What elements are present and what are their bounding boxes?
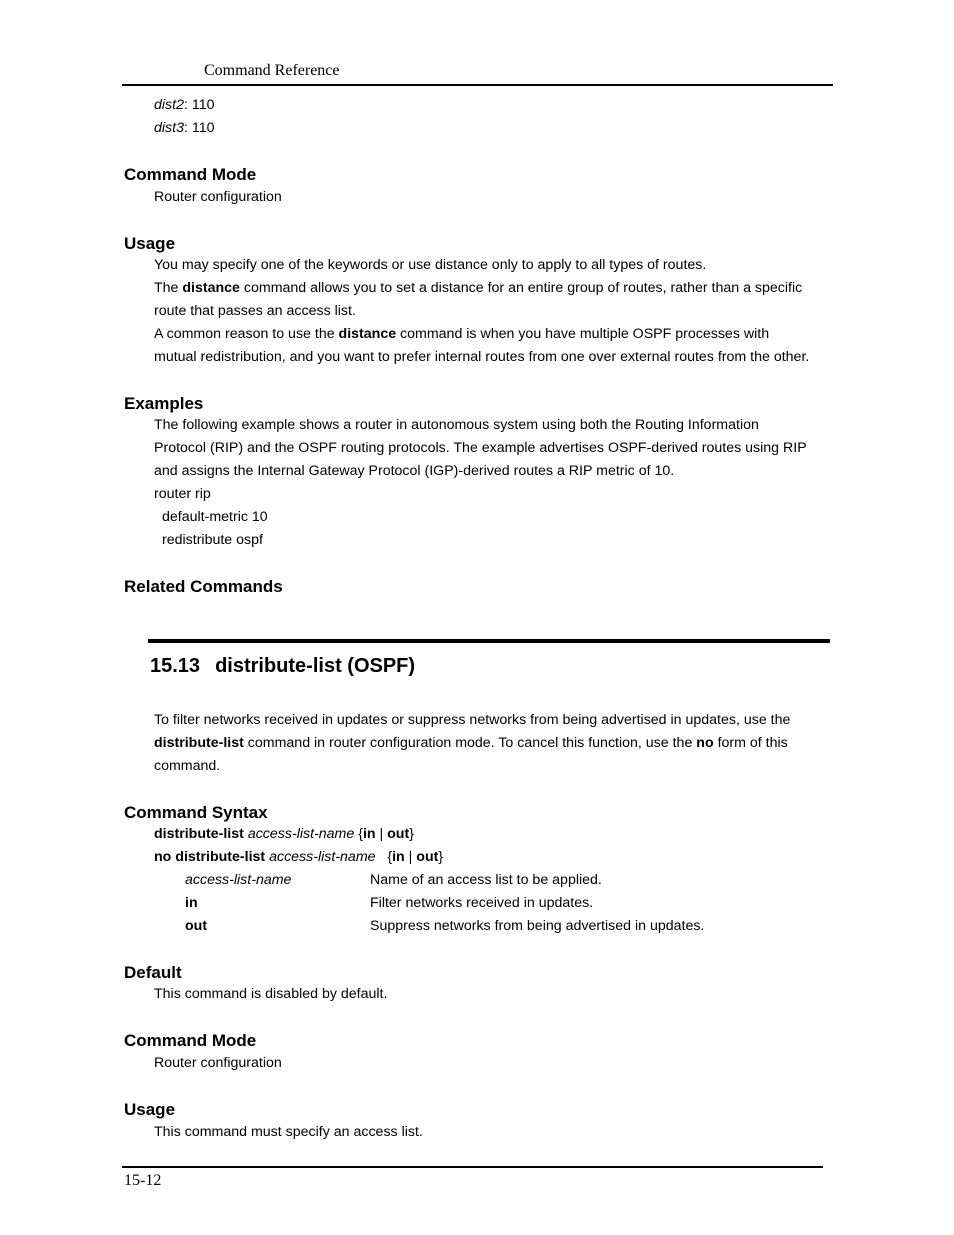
dist2-value: : 110	[183, 97, 215, 113]
usage-line: route that passes an access list.	[154, 303, 356, 319]
param-name: access-list-name	[185, 872, 292, 888]
dist2-line	[154, 94, 214, 117]
section-rule	[148, 639, 830, 643]
dist2-name: dist2	[154, 97, 184, 113]
param-name: out	[185, 918, 208, 934]
intro-line: command.	[154, 758, 221, 774]
section-title	[150, 655, 415, 678]
section-name: distribute-list (OSPF)	[215, 655, 416, 677]
footer-rule	[122, 1166, 823, 1168]
syntax-line: distribute-list access-list-name {in | out}	[154, 826, 414, 842]
command-mode-text: Router configuration	[154, 189, 282, 205]
related-commands-heading: Related Commands	[124, 577, 283, 596]
examples-line: and assigns the Internal Gateway Protocol (IGP)-derived routes a RIP metric of 10.	[154, 463, 675, 479]
usage-heading: Usage	[124, 1100, 176, 1119]
default-text: This command is disabled by default.	[154, 986, 388, 1002]
param-desc: Name of an access list to be applied.	[370, 872, 602, 888]
command-mode-text: Router configuration	[154, 1055, 282, 1071]
running-header: Command Reference	[204, 62, 340, 79]
usage-line: The distance command allows you to set a distance for an entire group of routes, rather than a specific	[154, 280, 803, 296]
command-syntax-heading: Command Syntax	[124, 803, 268, 822]
intro-line: To filter networks received in updates or suppress networks from being advertised in updates, use the	[154, 712, 791, 728]
examples-line: Protocol (RIP) and the OSPF routing protocols. The example advertises OSPF-derived routes using RIP	[154, 440, 807, 456]
param-desc: Suppress networks from being advertised in updates.	[370, 918, 705, 934]
example-code-line: default-metric 10	[162, 509, 268, 525]
usage-line: mutual redistribution, and you want to prefer internal routes from one over external routes from the other.	[154, 349, 810, 365]
command-mode-heading: Command Mode	[124, 1031, 257, 1050]
command-mode-heading: Command Mode	[124, 165, 257, 184]
dist3-name: dist3	[154, 120, 184, 136]
param-name: in	[185, 895, 198, 911]
section-number: 15.13	[150, 655, 201, 677]
example-code-line: redistribute ospf	[162, 532, 263, 548]
dist3-line	[154, 117, 214, 140]
intro-line: distribute-list command in router configuration mode. To cancel this function, use the no form of this	[154, 735, 788, 751]
page-number: 15-12	[124, 1172, 162, 1189]
header-rule	[122, 84, 833, 86]
dist3-value: : 110	[183, 120, 215, 136]
default-heading: Default	[124, 963, 182, 982]
syntax-no-line: no distribute-list access-list-name {in | out}	[154, 849, 444, 865]
example-code-line: router rip	[154, 486, 211, 502]
usage-line: You may specify one of the keywords or use distance only to apply to all types of routes.	[154, 257, 707, 273]
usage-line: A common reason to use the distance command is when you have multiple OSPF processes with	[154, 326, 770, 342]
param-desc: Filter networks received in updates.	[370, 895, 594, 911]
usage-heading: Usage	[124, 234, 176, 253]
usage-text: This command must specify an access list.	[154, 1124, 423, 1140]
examples-line: The following example shows a router in autonomous system using both the Routing Information	[154, 417, 759, 433]
examples-heading: Examples	[124, 394, 204, 413]
